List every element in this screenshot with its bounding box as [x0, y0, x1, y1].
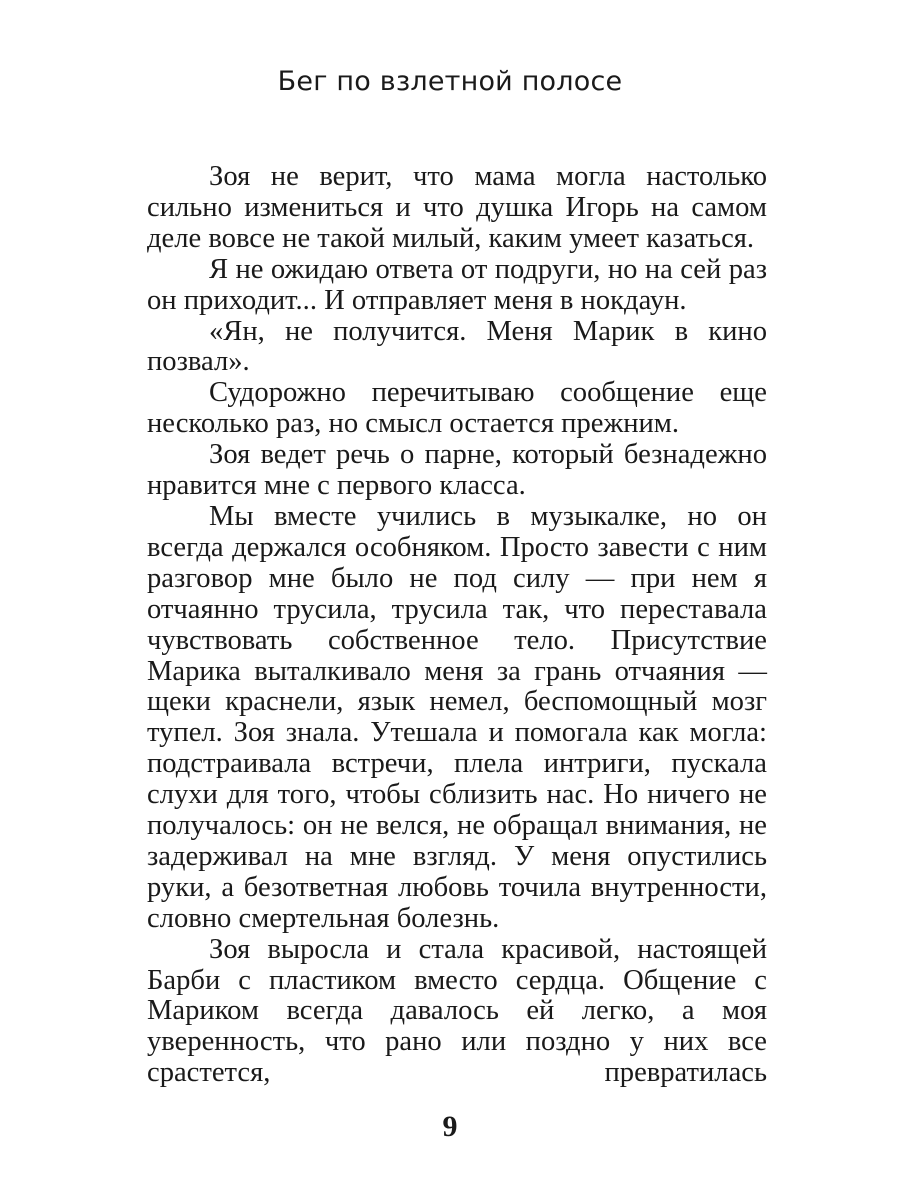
- paragraph: Судорожно перечитываю сообщение еще несколько раз, но смысл остается прежним.: [147, 377, 767, 440]
- paragraph: Зоя ведет речь о парне, который безнадежно нравится мне с первого класса.: [147, 439, 767, 502]
- paragraph: Зоя не верит, что мама могла настолько сильно измениться и что душка Игорь на самом деле вовсе не такой милый, каким умеет казаться.: [147, 161, 767, 254]
- page-number: 9: [442, 1110, 458, 1143]
- paragraph: «Ян, не получится. Меня Марик в кино позвал».: [147, 315, 767, 378]
- paragraph: Я не ожидаю ответа от подруги, но на сей раз он приходит... И отправляет меня в нокдаун.: [147, 253, 767, 316]
- paragraph: Мы вместе учились в музыкалке, но он всегда держался особняком. Просто завести с ним разговор мне было не под силу — при нем я отчаянно трусила, трусила так, что переставала чувствовать собственное тело. Присутствие Марика выталкивало меня за грань отчаяния — щеки краснели, язык немел, беспомощный мозг тупел. Зоя знала. Утешала и помогала как могла: подстраивала встречи, плела интриги, пускала слухи для того, чтобы сблизить нас. Но ничего не получалось: он не велся, не обращал внимания, не задерживал на мне взгляд. У меня опустились руки, а безответная любовь точила внутренности, словно смертельная болезнь.: [147, 500, 767, 934]
- paragraph: Зоя выросла и стала красивой, настоящей Барби с пластиком вместо сердца. Общение с Мариком всегда давалось ей легко, а моя уверенность, что рано или поздно у них все срастется, превратилась: [147, 933, 767, 1089]
- running-header: Бег по взлетной полосе: [277, 66, 623, 97]
- body-text: [147, 162, 767, 1089]
